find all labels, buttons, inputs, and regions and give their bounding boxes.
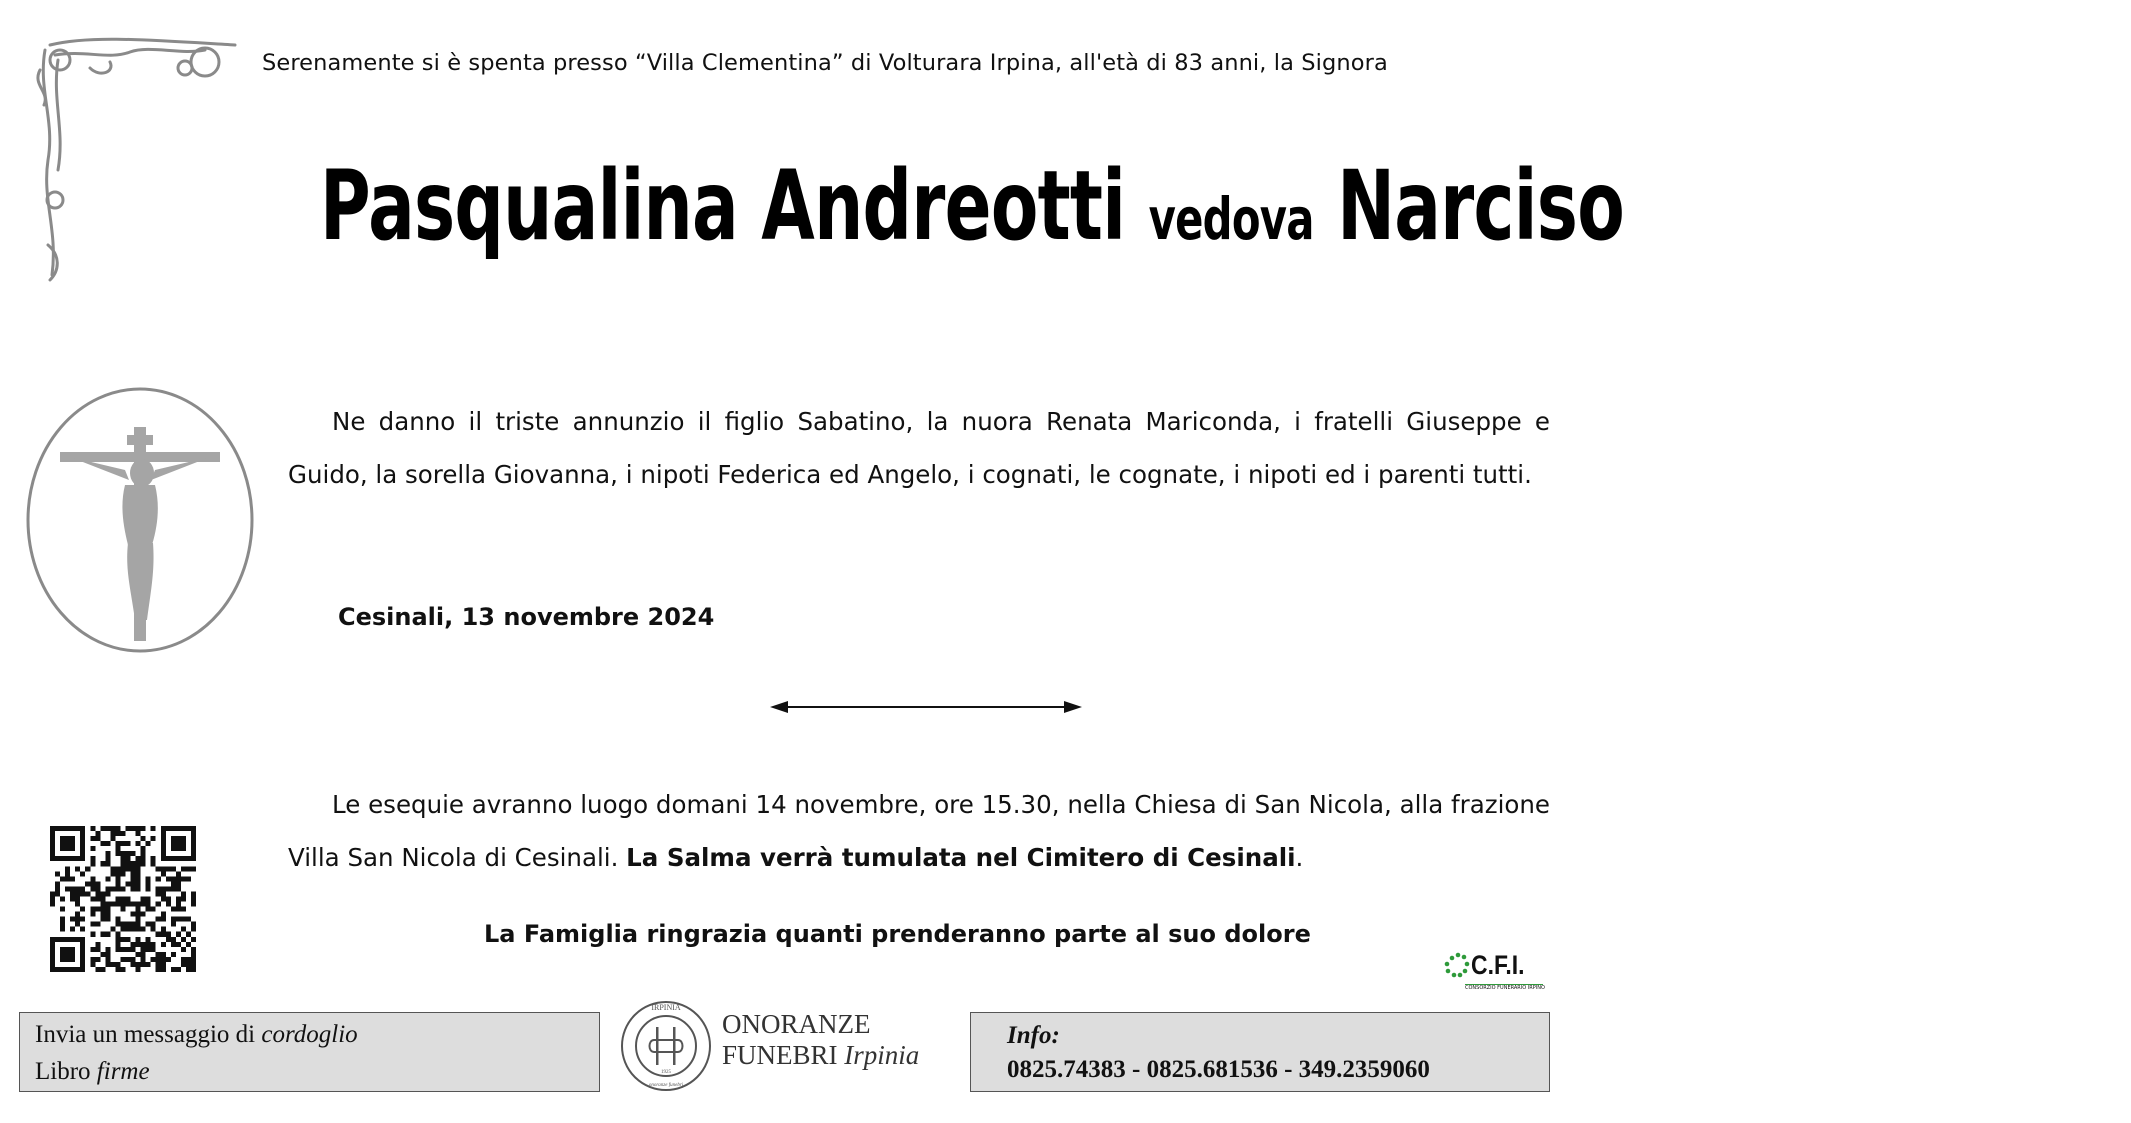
cfi-logo xyxy=(1443,950,1543,998)
info-box xyxy=(970,1012,1550,1092)
intro-text: Serenamente si è spenta presso “Villa Clementina” di Volturara Irpina, all'età di 83 anni, la Signora xyxy=(262,50,1388,76)
cordoglio-box[interactable] xyxy=(19,1012,600,1092)
burial-text: La Salma verrà tumulata nel Cimitero di Cesinali xyxy=(626,843,1296,872)
crucifix-icon xyxy=(25,385,260,660)
qr-code-icon xyxy=(50,826,196,972)
first-name: Pasqualina xyxy=(320,150,738,262)
surname: Andreotti xyxy=(761,150,1126,262)
info-label: Info: xyxy=(1007,1022,1060,1049)
place-date: Cesinali, 13 novembre 2024 xyxy=(338,603,715,631)
seal-bottom-text: onoranze funebri xyxy=(648,1083,684,1088)
deceased-name xyxy=(320,150,1624,300)
seal-year: 1925 xyxy=(661,1070,671,1075)
double-arrow-icon xyxy=(770,697,1082,717)
widow-word: vedova xyxy=(1148,185,1314,253)
phone-numbers[interactable]: 0825.74383 - 0825.681536 - 349.2359060 xyxy=(1007,1056,1430,1083)
married-name: Narciso xyxy=(1337,150,1624,262)
announcement-body: Ne danno il triste annunzio il figlio Sabatino, la nuora Renata Mariconda, i fratelli Giuseppe e Guido, la sorella Giovanna, i nipoti Federica ed Angelo, i cognati, le cognate, i nipoti ed i parenti tutti. xyxy=(288,407,1550,489)
cfi-label: C.F.I. xyxy=(1471,950,1525,980)
funeral-text: Le esequie avranno luogo domani 14 novembre, ore 15.30, nella Chiesa di San Nicola, alla frazione Villa San Nicola di Cesinali. La Salma verrà tumulata nel Cimitero di Cesinali. xyxy=(288,790,1550,872)
agency-name: ONORANZE FUNEBRI Irpinia xyxy=(722,1009,920,1070)
libro-firme-link[interactable]: Libro firme xyxy=(35,1058,150,1085)
corner-ornament-icon xyxy=(30,30,245,290)
seal-top-text: IRPINIA xyxy=(651,1003,681,1012)
thanks-text: La Famiglia ringrazia quanti prenderanno parte al suo dolore xyxy=(484,920,1311,948)
cordoglio-link[interactable]: Invia un messaggio di cordoglio xyxy=(35,1021,358,1048)
announcement-text xyxy=(288,395,1550,501)
agency-seal-icon xyxy=(618,994,714,1094)
funeral-details: Le esequie avranno luogo domani 14 novembre, ore 15.30, nella Chiesa di San Nicola, alla frazione Villa San Nicola di Cesinali. xyxy=(288,790,1550,872)
cfi-subtitle: CONSORZIO FUNERARIO IRPINO xyxy=(1465,985,1545,991)
